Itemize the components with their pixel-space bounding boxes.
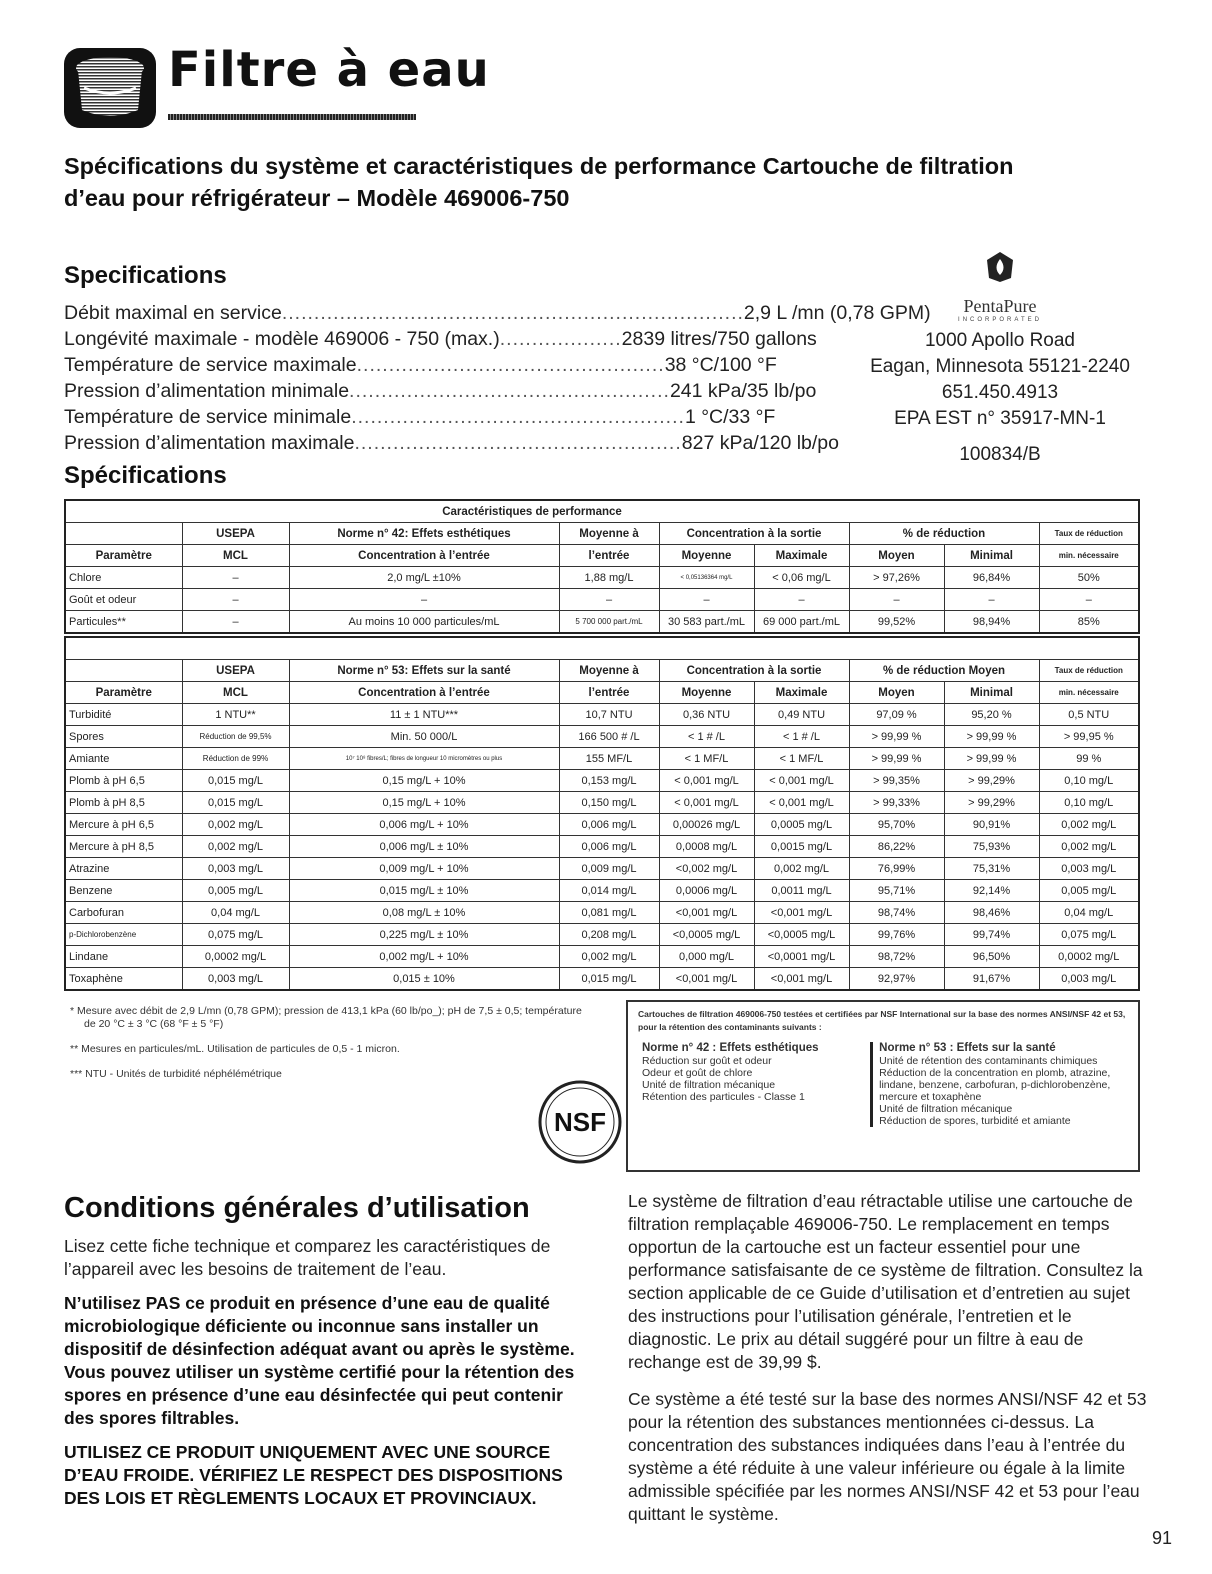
header-entree: l’entrée — [559, 545, 659, 567]
specifications-list — [64, 300, 931, 456]
document-number: 100834/B — [959, 444, 1041, 465]
address-line-2: Eagan, Minnesota 55121-2240 — [870, 356, 1130, 377]
conditions-cold-water-warning: UTILISEZ CE PRODUIT UNIQUEMENT AVEC UNE SOURCE D’EAU FROIDE. VÉRIFIEZ LE RESPECT DES DISPOSITIONS DES LOIS ET RÈGLEMENTS LOCAUX ET PROVINCIAUX. — [64, 1442, 563, 1508]
cell: 0,150 mg/L — [559, 792, 659, 814]
header-cell — [65, 660, 182, 682]
cell: 0,10 mg/L — [1039, 792, 1139, 814]
cell: 98,94% — [944, 611, 1039, 634]
cell: 0,08 mg/L ± 10% — [289, 902, 559, 924]
header-entree: l’entrée — [559, 682, 659, 704]
spec-value: 38 °C/100 °F — [664, 354, 777, 376]
cell: – — [754, 589, 849, 611]
header-conc-entree: Concentration à l’entrée — [289, 682, 559, 704]
cell: <0,0001 mg/L — [754, 946, 849, 968]
spec-leader: .................................................... — [351, 406, 685, 428]
header-conc-entree: Concentration à l’entrée — [289, 545, 559, 567]
header-mcl: MCL — [182, 682, 289, 704]
cell: > 99,99 % — [849, 726, 944, 748]
cell: 0,003 mg/L — [1039, 968, 1139, 991]
spec-value: 827 kPa/120 lb/po — [681, 432, 839, 454]
cell: 90,91% — [944, 814, 1039, 836]
water-filter-icon — [64, 48, 156, 128]
header-max: Maximale — [754, 545, 849, 567]
cell: Réduction de 99,5% — [182, 726, 289, 748]
footnote-1: * Mesure avec débit de 2,9 L/mn (0,78 GPM); pression de 413,1 kPa (60 lb/po_); pH de 7,5 ± 0,5; température de 20 °C ± 3 °C (68 °F ± 5 °F) — [70, 1005, 582, 1030]
cell: 30 583 part./mL — [659, 611, 754, 634]
table-header-row — [65, 523, 1139, 545]
page-title: Filtre à eau — [168, 42, 490, 98]
certification-intro: Cartouches de filtration 469006-750 testées et certifiées par NSF International sur la base des normes ANSI/NSF 42 et 53, pour la rétention des contaminants suivants : — [638, 1009, 1126, 1032]
cell: 155 MF/L — [559, 748, 659, 770]
cell: < 1 # /L — [659, 726, 754, 748]
description-paragraph: Ce système a été testé sur la base des normes ANSI/NSF 42 et 53 pour la rétention des substances mentionnées ci-dessus. La concentration des substances indiquées dans l’eau à l’entrée du système a été réduite à une valeur inférieure ou égale à la limite admissible spécifiée par les normes ANSI/NSF 42 et 53 pour l’eau quittant le système. — [628, 1389, 1147, 1524]
cell: 0,002 mg/L — [1039, 814, 1139, 836]
cell: p-Dichlorobenzène — [65, 924, 182, 946]
cell: 0,000 mg/L — [659, 946, 754, 968]
cell: 95,70% — [849, 814, 944, 836]
cert-item: Rétention des particules - Classe 1 — [642, 1091, 805, 1103]
spec-label: Pression d’alimentation maximale — [64, 432, 355, 454]
cell: 11 ± 1 NTU*** — [289, 704, 559, 726]
cell: < 1 # /L — [754, 726, 849, 748]
certification-box — [626, 1000, 1140, 1172]
pentapure-logo-icon — [983, 250, 1017, 284]
cell: Lindane — [65, 946, 182, 968]
cell: 0,014 mg/L — [559, 880, 659, 902]
table-row — [65, 726, 1139, 748]
cell: 0,003 mg/L — [182, 858, 289, 880]
header-param: Paramètre — [65, 682, 182, 704]
cell: 0,225 mg/L ± 10% — [289, 924, 559, 946]
table-row — [65, 836, 1139, 858]
header-conc-sortie: Concentration à la sortie — [659, 660, 849, 682]
table-caption-row — [65, 500, 1139, 523]
cell: > 99,35% — [849, 770, 944, 792]
cell: 50% — [1039, 567, 1139, 589]
cell: 99,74% — [944, 924, 1039, 946]
cell: 0,36 NTU — [659, 704, 754, 726]
cert-column-53 — [870, 1042, 1128, 1127]
footnote-2: ** Mesures en particules/mL. Utilisation de particules de 0,5 - 1 micron. — [70, 1043, 400, 1055]
system-description — [628, 1190, 1148, 1540]
cell: < 0,06 mg/L — [754, 567, 849, 589]
cell: 0,04 mg/L — [182, 902, 289, 924]
cell: < 0,001 mg/L — [754, 792, 849, 814]
cell: 0,002 mg/L — [182, 814, 289, 836]
cell: 0,00026 mg/L — [659, 814, 754, 836]
spec-row — [64, 430, 854, 456]
cell: > 97,26% — [849, 567, 944, 589]
cell: – — [182, 567, 289, 589]
cell: 0,5 NTU — [1039, 704, 1139, 726]
cell: 0,0002 mg/L — [182, 946, 289, 968]
cell: 0,003 mg/L — [182, 968, 289, 991]
cell: 0,208 mg/L — [559, 924, 659, 946]
cert-item: Odeur et goût de chlore — [642, 1067, 753, 1079]
table-row — [65, 946, 1139, 968]
cell: Amiante — [65, 748, 182, 770]
main-heading: Spécifications du système et caractéristiques de performance Cartouche de filtration d’eau pour réfrigérateur – Modèle 469006-750 — [64, 153, 1014, 211]
spec-value: 2839 litres/750 gallons — [621, 328, 817, 350]
header-moyen: Moyen — [849, 682, 944, 704]
spec-value: 1 °C/33 °F — [684, 406, 776, 428]
company-suffix: INCORPORATED — [958, 317, 1042, 323]
cell: 69 000 part./mL — [754, 611, 849, 634]
spec-row — [64, 300, 931, 326]
cell: 166 500 # /L — [559, 726, 659, 748]
cell: 1 NTU** — [182, 704, 289, 726]
header-taux: Taux de réduction — [1039, 660, 1139, 682]
cell: 96,84% — [944, 567, 1039, 589]
header-norme: Norme n° 42: Effets esthétiques — [289, 523, 559, 545]
cell: 10⁷ 10⁸ fibres/L; fibres de longueur 10 micromètres ou plus — [289, 748, 559, 770]
conditions-text — [64, 1235, 584, 1521]
cell: 0,10 mg/L — [1039, 770, 1139, 792]
cell: 85% — [1039, 611, 1139, 634]
header-moyenne: Moyenne à — [559, 660, 659, 682]
cell: Min. 50 000/L — [289, 726, 559, 748]
cell: 86,22% — [849, 836, 944, 858]
cell: <0,0005 mg/L — [754, 924, 849, 946]
header-min-nec: min. nécessaire — [1039, 682, 1139, 704]
cell: 75,93% — [944, 836, 1039, 858]
conditions-heading: Conditions générales d’utilisation — [64, 1192, 530, 1224]
spec-label: Débit maximal en service — [64, 302, 282, 324]
table-header-row — [65, 682, 1139, 704]
cert-item: Unité de filtration mécanique — [879, 1103, 1013, 1115]
header-moy: Moyenne — [659, 545, 754, 567]
performance-table-42 — [64, 499, 1140, 634]
cell: – — [182, 611, 289, 634]
header-moyenne: Moyenne à — [559, 523, 659, 545]
cell: 0,04 mg/L — [1039, 902, 1139, 924]
cell: Réduction de 99% — [182, 748, 289, 770]
header-reduction: % de réduction — [849, 523, 1039, 545]
cell: > 99,33% — [849, 792, 944, 814]
cell: > 99,99 % — [849, 748, 944, 770]
cell: < 1 MF/L — [659, 748, 754, 770]
header-minimal: Minimal — [944, 682, 1039, 704]
cell: Mercure à pH 8,5 — [65, 836, 182, 858]
cell: Plomb à pH 6,5 — [65, 770, 182, 792]
header-moyen: Moyen — [849, 545, 944, 567]
cell: <0,0005 mg/L — [659, 924, 754, 946]
cell: 92,97% — [849, 968, 944, 991]
company-name: PentaPure — [963, 296, 1037, 316]
cert-item: Réduction de spores, turbidité et amiante — [879, 1115, 1071, 1127]
title-underline — [168, 114, 416, 120]
spec-leader: ........................................................................ — [281, 302, 744, 324]
description-paragraph: Le système de filtration d’eau rétractable utilise une cartouche de filtration remplaçable 469006-750. Le remplacement en temps opportun de la cartouche est un facteur essentiel pour une performance satisfaisante de ce système de filtration. Consultez la section applicable de ce Guide d’utilisation et d’entretien au sujet des instructions pour l’utilisation générale, l’entretien et le diagnostic. Le prix au détail suggéré pour un filtre à eau de rechange est de 39,99 $. — [628, 1191, 1143, 1372]
table-row — [65, 924, 1139, 946]
spec-label: Pression d’alimentation minimale — [64, 380, 350, 402]
cell: Carbofuran — [65, 902, 182, 924]
cell: 0,15 mg/L + 10% — [289, 770, 559, 792]
cell: 0,153 mg/L — [559, 770, 659, 792]
cell: 1,88 mg/L — [559, 567, 659, 589]
cert-column-heading: Norme n° 53 : Effets sur la santé — [879, 1042, 1056, 1054]
header-min-nec: min. nécessaire — [1039, 545, 1139, 567]
cell: 0,006 mg/L — [559, 814, 659, 836]
cert-item: Unité de filtration mécanique — [642, 1079, 776, 1091]
cell: < 0,05136364 mg/L — [659, 567, 754, 589]
cell: – — [849, 589, 944, 611]
cell: 92,14% — [944, 880, 1039, 902]
header-reduction: % de réduction Moyen — [849, 660, 1039, 682]
table-blank-row — [65, 637, 1139, 660]
table-row — [65, 748, 1139, 770]
cell: < 1 MF/L — [754, 748, 849, 770]
cell: <0,001 mg/L — [659, 968, 754, 991]
cert-column-heading: Norme n° 42 : Effets esthétiques — [642, 1042, 819, 1054]
cell: 97,09 % — [849, 704, 944, 726]
cell: 0,006 mg/L + 10% — [289, 814, 559, 836]
conditions-warning: N’utilisez PAS ce produit en présence d’une eau de qualité microbiologique déficiente ou inconnue sans installer un dispositif de désinfection adéquat avant ou après le système. Vous pouvez utiliser un système certifié pour la rétention des spores en présence d’une eau désinfectée qui peut contenir des spores filtrables. — [64, 1293, 575, 1428]
cell: Benzene — [65, 880, 182, 902]
cert-item: Réduction de la concentration en plomb, atrazine, lindane, benzene, carbofuran, p-dichlorobenzène, mercure et toxaphène — [879, 1067, 1111, 1103]
spec-label: Longévité maximale - modèle 469006 - 750 (max.) — [64, 328, 500, 350]
cell: 0,003 mg/L — [1039, 858, 1139, 880]
specifications-heading-2: Spécifications — [64, 462, 227, 489]
cell: 0,009 mg/L — [559, 858, 659, 880]
cell: 0,0011 mg/L — [754, 880, 849, 902]
specifications-heading: Specifications — [64, 262, 227, 289]
cell: 0,49 NTU — [754, 704, 849, 726]
cell: 0,075 mg/L — [1039, 924, 1139, 946]
table-row — [65, 770, 1139, 792]
spec-row — [64, 378, 854, 404]
header-mcl: MCL — [182, 545, 289, 567]
spec-row — [64, 326, 854, 352]
header-param: Paramètre — [65, 545, 182, 567]
cell: 0,009 mg/L + 10% — [289, 858, 559, 880]
table-row — [65, 611, 1139, 634]
blank-cell — [65, 637, 1139, 660]
cell: 0,015 mg/L ± 10% — [289, 880, 559, 902]
cell: 91,67% — [944, 968, 1039, 991]
cert-column-42 — [638, 1042, 862, 1127]
cell: <0,001 mg/L — [754, 902, 849, 924]
header-conc-sortie: Concentration à la sortie — [659, 523, 849, 545]
cell: 0,002 mg/L — [754, 858, 849, 880]
header-norme: Norme n° 53: Effets sur la santé — [289, 660, 559, 682]
cell: Goût et odeur — [65, 589, 182, 611]
cell: 0,002 mg/L + 10% — [289, 946, 559, 968]
spec-leader: ................................................... — [354, 432, 682, 454]
table-row — [65, 567, 1139, 589]
cell: Chlore — [65, 567, 182, 589]
cell: 96,50% — [944, 946, 1039, 968]
cell: <0,001 mg/L — [659, 902, 754, 924]
header-max: Maximale — [754, 682, 849, 704]
cell: <0,002 mg/L — [659, 858, 754, 880]
cell: Toxaphène — [65, 968, 182, 991]
address-line-1: 1000 Apollo Road — [924, 330, 1075, 351]
conditions-paragraph: Lisez cette fiche technique et comparez les caractéristiques de l’appareil avec les besoins de traitement de l’eau. — [64, 1236, 551, 1279]
cell: Turbidité — [65, 704, 182, 726]
cell: < 0,001 mg/L — [659, 792, 754, 814]
cell: Mercure à pH 6,5 — [65, 814, 182, 836]
performance-table-53 — [64, 636, 1140, 991]
cell: 0,0005 mg/L — [754, 814, 849, 836]
footnotes — [70, 1005, 590, 1093]
header-minimal: Minimal — [944, 545, 1039, 567]
cell: < 0,001 mg/L — [754, 770, 849, 792]
cell: 0,15 mg/L + 10% — [289, 792, 559, 814]
cell: Plomb à pH 8,5 — [65, 792, 182, 814]
table-caption: Caractéristiques de performance — [65, 500, 1139, 523]
cell: – — [182, 589, 289, 611]
spec-row — [64, 404, 854, 430]
cell: > 99,29% — [944, 770, 1039, 792]
table-row — [65, 792, 1139, 814]
cell: > 99,29% — [944, 792, 1039, 814]
spec-value: 2,9 L /mn (0,78 GPM) — [743, 302, 931, 324]
cell: Atrazine — [65, 858, 182, 880]
table-row — [65, 968, 1139, 991]
cell: 0,005 mg/L — [1039, 880, 1139, 902]
cell: 0,0006 mg/L — [659, 880, 754, 902]
cell: 0,002 mg/L — [559, 946, 659, 968]
cell: 99,76% — [849, 924, 944, 946]
table-row — [65, 589, 1139, 611]
cell: 0,002 mg/L — [1039, 836, 1139, 858]
cell: – — [289, 589, 559, 611]
cell: Spores — [65, 726, 182, 748]
cert-item: Unité de rétention des contaminants chimiques — [879, 1055, 1098, 1067]
cell: 98,46% — [944, 902, 1039, 924]
spec-leader: .................................................. — [349, 380, 670, 402]
cell: 75,31% — [944, 858, 1039, 880]
cell: – — [659, 589, 754, 611]
header-taux: Taux de réduction — [1039, 523, 1139, 545]
header-usepa: USEPA — [182, 660, 289, 682]
cell: 0,015 mg/L — [559, 968, 659, 991]
cell: – — [559, 589, 659, 611]
cell: 95,71% — [849, 880, 944, 902]
cell: – — [944, 589, 1039, 611]
cell: 2,0 mg/L ±10% — [289, 567, 559, 589]
spec-row — [64, 352, 854, 378]
phone: 651.450.4913 — [941, 382, 1059, 403]
cell: > 99,99 % — [944, 748, 1039, 770]
table-row — [65, 704, 1139, 726]
cell: 10,7 NTU — [559, 704, 659, 726]
spec-label: Température de service maximale — [64, 354, 357, 376]
page-number: 91 — [1152, 1528, 1173, 1548]
cell: 0,015 mg/L — [182, 770, 289, 792]
table-header-row — [65, 545, 1139, 567]
manufacturer-info — [850, 250, 1150, 468]
cell: 0,0015 mg/L — [754, 836, 849, 858]
cell: Particules** — [65, 611, 182, 634]
table-row — [65, 858, 1139, 880]
cell: 0,005 mg/L — [182, 880, 289, 902]
cell: 0,015 mg/L — [182, 792, 289, 814]
cell: 95,20 % — [944, 704, 1039, 726]
cell: 0,0002 mg/L — [1039, 946, 1139, 968]
cell: 0,002 mg/L — [182, 836, 289, 858]
cell: 76,99% — [849, 858, 944, 880]
nsf-logo-text: NSF — [554, 1107, 606, 1137]
cert-item: Réduction sur goût et odeur — [642, 1055, 772, 1067]
table-row — [65, 814, 1139, 836]
cell: 0,015 ± 10% — [289, 968, 559, 991]
epa-number: EPA EST n° 35917-MN-1 — [894, 408, 1106, 429]
table-header-row — [65, 660, 1139, 682]
header-usepa: USEPA — [182, 523, 289, 545]
cell: > 99,95 % — [1039, 726, 1139, 748]
cell: > 99,99 % — [944, 726, 1039, 748]
cell: 98,72% — [849, 946, 944, 968]
header-cell — [65, 523, 182, 545]
header-moy: Moyenne — [659, 682, 754, 704]
cell: 0,006 mg/L — [559, 836, 659, 858]
spec-label: Température de service minimale — [64, 406, 352, 428]
cell: 0,075 mg/L — [182, 924, 289, 946]
spec-leader: ................... — [499, 328, 622, 350]
cell: 99 % — [1039, 748, 1139, 770]
table-row — [65, 880, 1139, 902]
table-row — [65, 902, 1139, 924]
cell: 98,74% — [849, 902, 944, 924]
spec-value: 241 kPa/35 lb/po — [669, 380, 817, 402]
cell: 0,006 mg/L ± 10% — [289, 836, 559, 858]
spec-leader: ................................................ — [356, 354, 665, 376]
cell: <0,001 mg/L — [754, 968, 849, 991]
nsf-logo-icon — [537, 1079, 623, 1165]
cell: 99,52% — [849, 611, 944, 634]
cell: – — [1039, 589, 1139, 611]
footnote-3: *** NTU - Unités de turbidité néphélémétrique — [70, 1068, 282, 1080]
cell: 5 700 000 part./mL — [559, 611, 659, 634]
cell: 0,0008 mg/L — [659, 836, 754, 858]
cell: < 0,001 mg/L — [659, 770, 754, 792]
cell: Au moins 10 000 particules/mL — [289, 611, 559, 634]
cell: 0,081 mg/L — [559, 902, 659, 924]
